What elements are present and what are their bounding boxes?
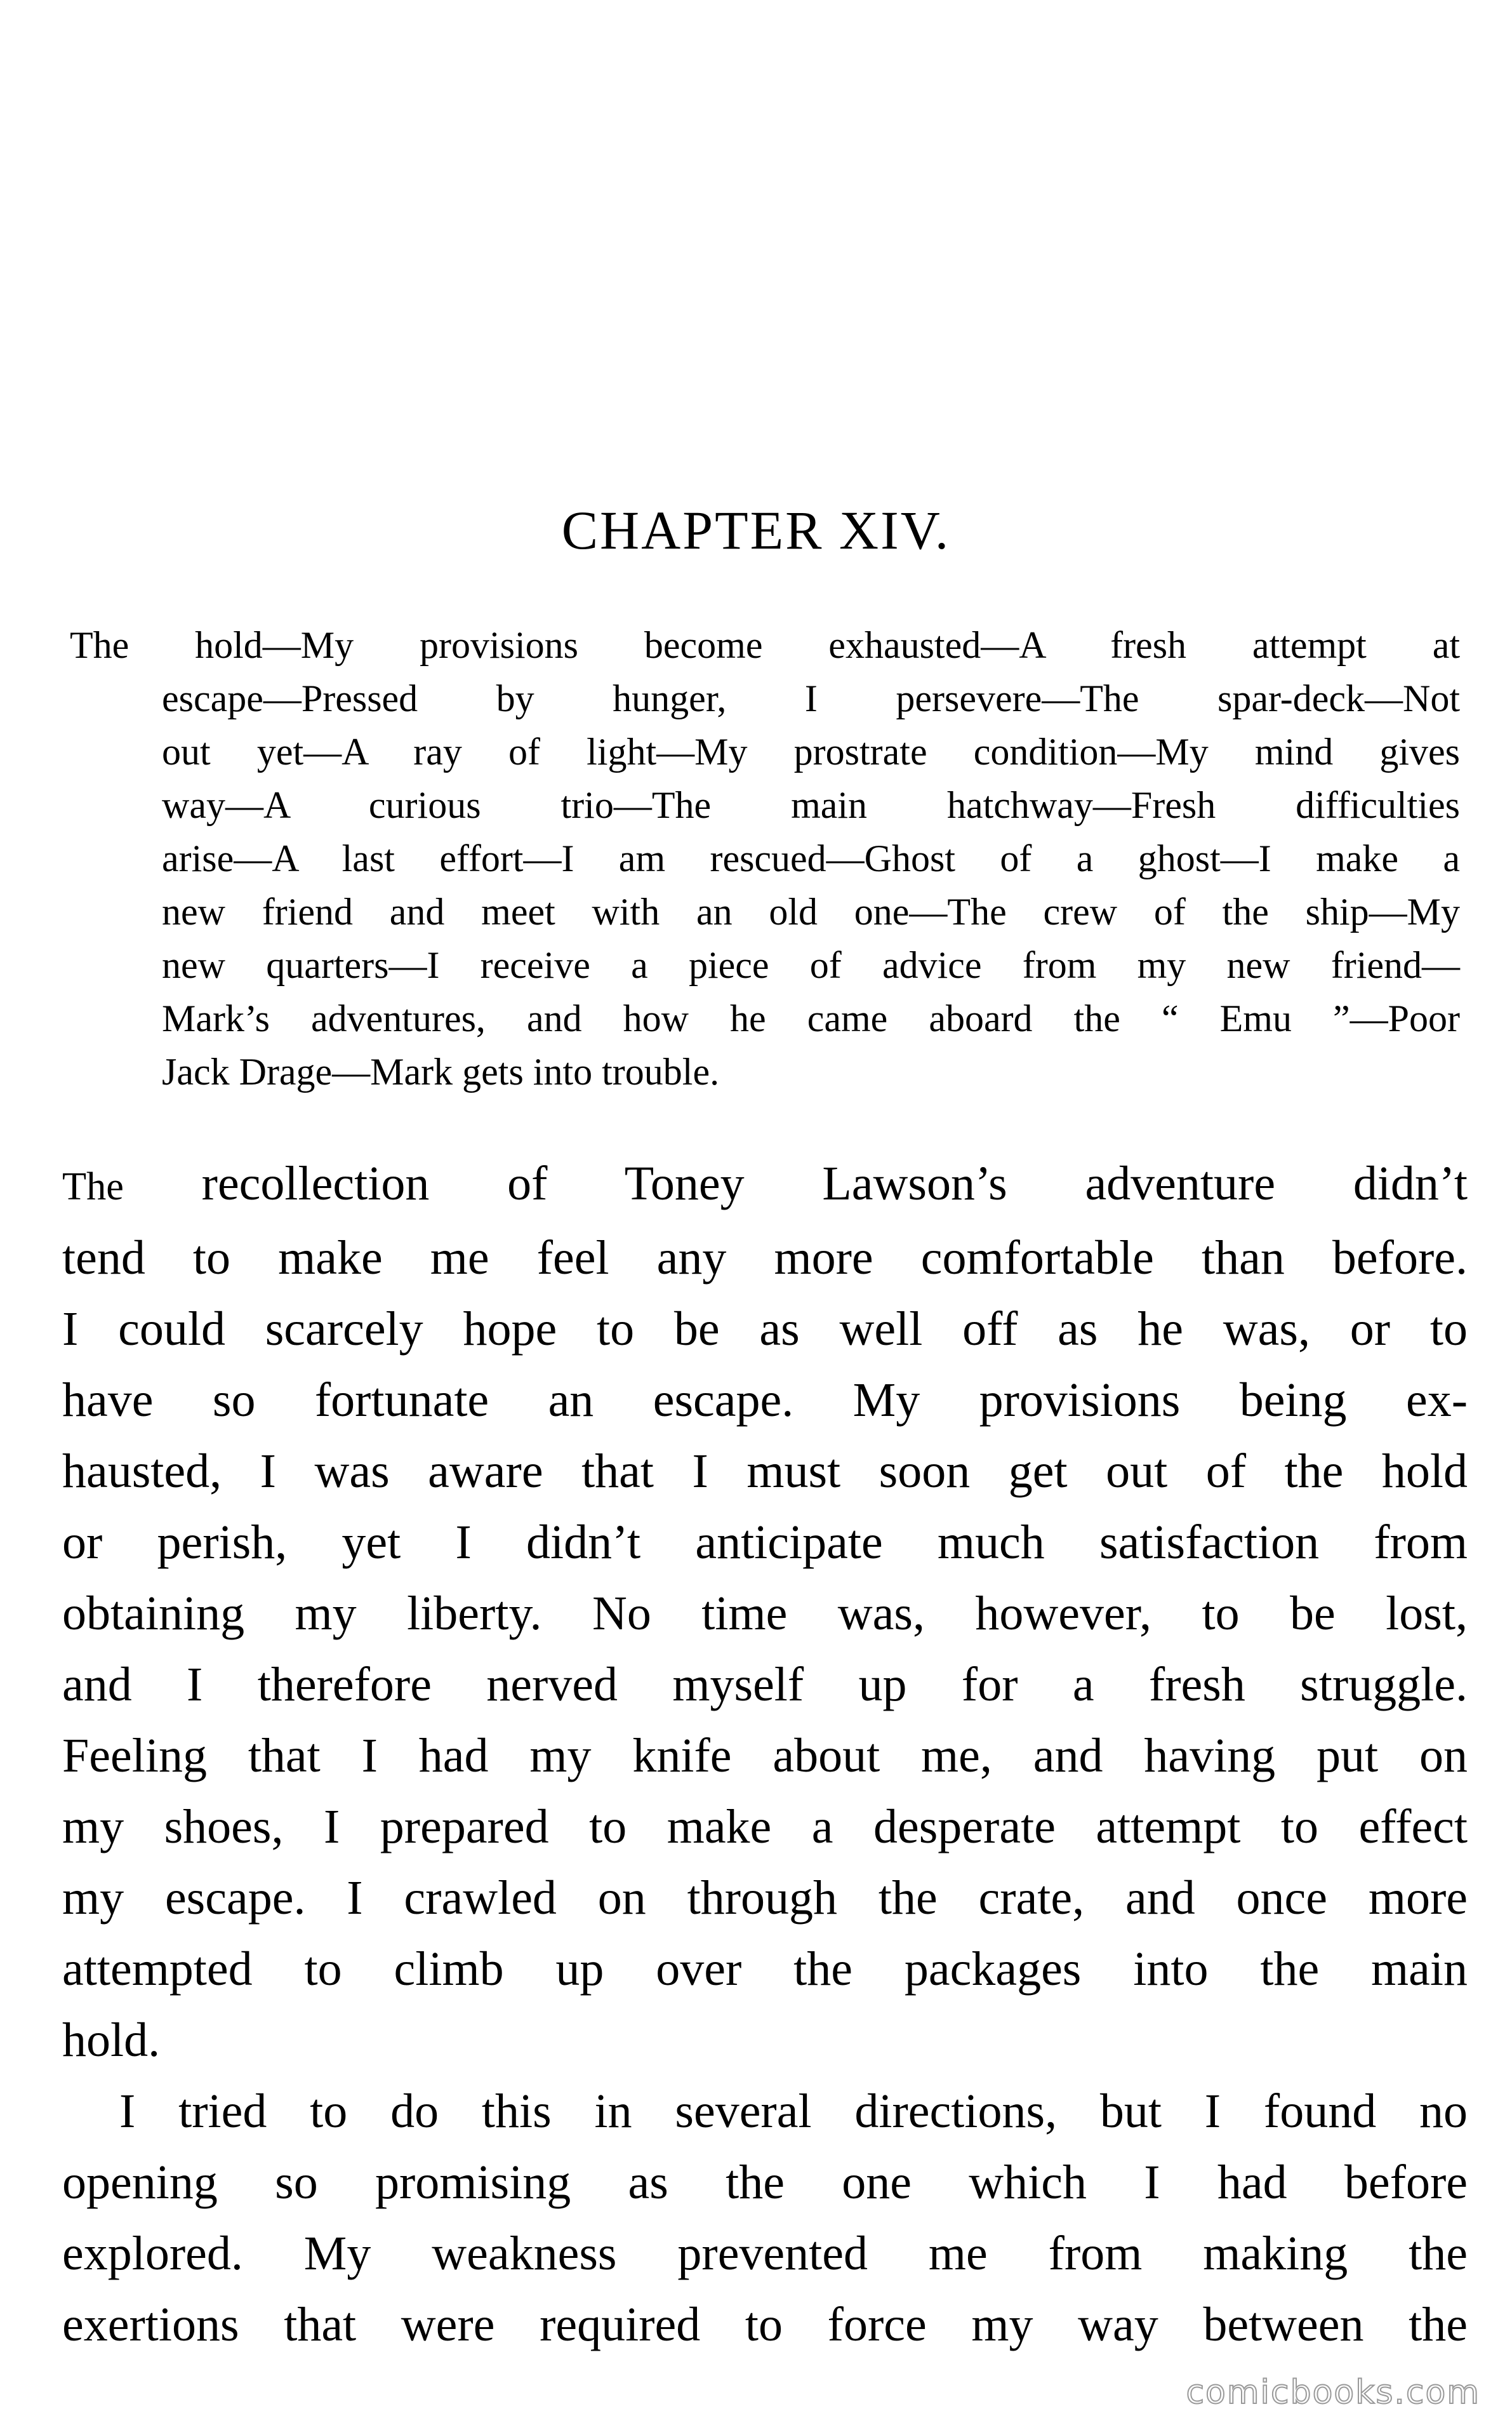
body-line: opening so promising as the one which I had before [62, 2156, 1468, 2209]
synopsis-line: way—A curious trio—The main hatchway—Fresh difficulties [162, 784, 1460, 826]
body-line: my escape. I crawled on through the crate, and once more [62, 1871, 1468, 1925]
body-text [62, 1148, 1468, 2360]
synopsis-line: out yet—A ray of light—My prostrate condition—My mind gives [162, 731, 1460, 773]
chapter-heading: CHAPTER XIV. [561, 500, 951, 561]
opening-word: The [62, 1165, 124, 1208]
site-watermark: comicbooks.com [1186, 2373, 1480, 2412]
synopsis-line: escape—Pressed by hunger, I persevere—The spar-deck—Not [162, 678, 1460, 719]
first-line-rest: recollection of Toney Lawson’s adventure didn’t [123, 1157, 1468, 1210]
synopsis-line: Mark’s adventures, and how he came aboard the “ Emu ”—Poor [162, 998, 1460, 1039]
body-line: obtaining my liberty. No time was, however, to be lost, [62, 1587, 1468, 1640]
body-line: exertions that were required to force my way between the [62, 2298, 1468, 2351]
synopsis-line: Jack Drage—Mark gets into trouble. [162, 1051, 720, 1093]
body-line: explored. My weakness prevented me from making the [62, 2227, 1468, 2280]
body-line: have so fortunate an escape. My provisions being ex- [62, 1373, 1468, 1427]
body-line: and I therefore nerved myself up for a fresh struggle. [62, 1658, 1468, 1711]
synopsis-line: The hold—My provisions become exhausted—A fresh attempt at [70, 624, 1460, 666]
synopsis-line: arise—A last effort—I am rescued—Ghost of a ghost—I make a [162, 838, 1460, 879]
synopsis-line: new quarters—I receive a piece of advice from my new friend— [162, 944, 1460, 986]
chapter-synopsis [70, 618, 1460, 1098]
body-line: hausted, I was aware that I must soon get out of the hold [62, 1445, 1468, 1498]
body-line: my shoes, I prepared to make a desperate attempt to effect [62, 1800, 1468, 1853]
synopsis-line: new friend and meet with an old one—The crew of the ship—My [162, 891, 1460, 933]
body-line: I could scarcely hope to be as well off as he was, or to [62, 1302, 1468, 1356]
body-line: tend to make me feel any more comfortable than before. [62, 1231, 1468, 1285]
body-line: attempted to climb up over the packages into the main [62, 1942, 1468, 1996]
body-line: I tried to do this in several directions, but I found no [119, 2085, 1468, 2138]
body-line-first [62, 1148, 1468, 1222]
body-line: Feeling that I had my knife about me, and having put on [62, 1729, 1468, 1782]
body-line: or perish, yet I didn’t anticipate much satisfaction from [62, 1516, 1468, 1569]
body-line: hold. [62, 2013, 161, 2067]
